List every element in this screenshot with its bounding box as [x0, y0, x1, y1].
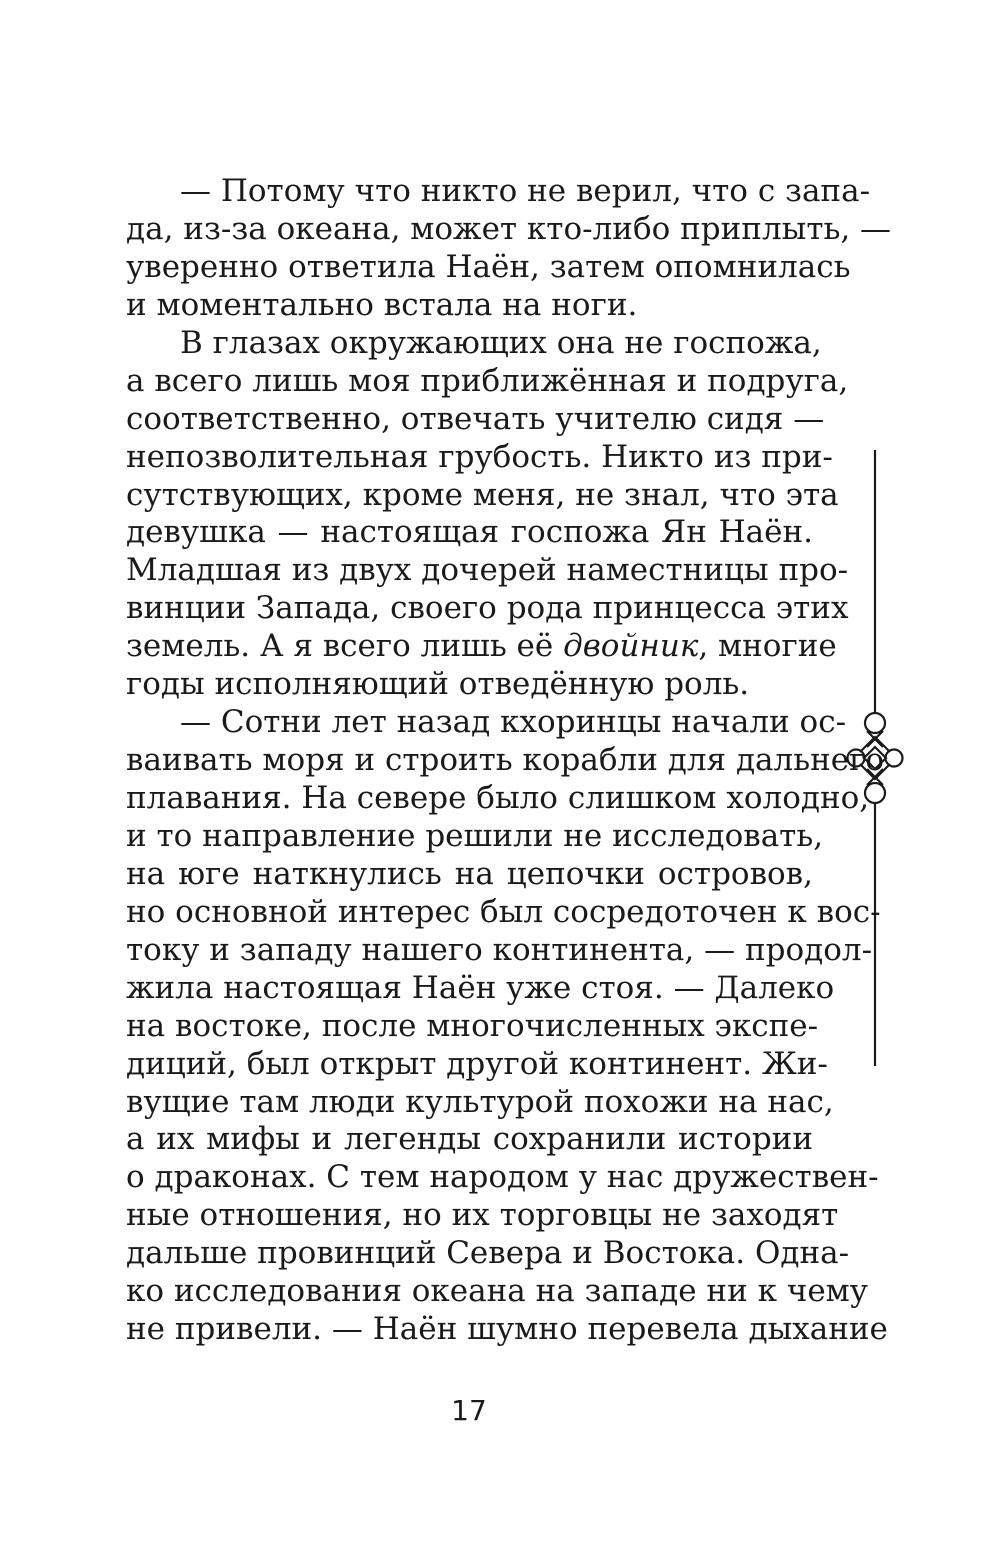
text-line: не привели. — Наён шумно перевела дыхание: [126, 1311, 888, 1348]
text-line: непозволительная грубость. Никто из при-: [126, 438, 833, 475]
page-number: 17: [451, 1394, 487, 1427]
text-line: ные отношения, но их торговцы не заходят: [126, 1197, 839, 1234]
knot-loop-left: [848, 750, 865, 767]
text-line: ко исследования океана на западе ни к чему: [126, 1273, 869, 1310]
knot-loop-bottom: [865, 783, 885, 803]
text-line: о драконах. С тем народом у нас дружествен-: [126, 1159, 879, 1196]
text-line: винции Запада, своего рода принцесса этих: [126, 590, 849, 627]
text-line: В глазах окружающих она не госпожа,: [180, 324, 822, 361]
endless-knot-icon: [846, 450, 904, 1066]
text-line: на юге наткнулись на цепочки островов,: [126, 855, 813, 892]
knot-loop-top: [865, 713, 885, 733]
text-line: годы исполняющий отведённую роль.: [126, 666, 750, 703]
text-line-with-emphasis: [126, 628, 837, 666]
text-line: ваивать моря и строить корабли для дальнего: [126, 742, 885, 779]
knot-center: [864, 747, 886, 769]
book-page-text: [126, 173, 892, 1349]
text-line: а всего лишь моя приближённая и подруга,: [126, 362, 849, 399]
text-line: — Потому что никто не верил, что с запа-: [180, 173, 871, 209]
text-line: и то направление решили не исследовать,: [126, 817, 824, 854]
text-line: да, из-за океана, может кто-либо приплыть, —: [126, 210, 892, 247]
knot-loop-right: [886, 750, 903, 767]
text-line: диций, был открыт другой континент. Жи-: [126, 1045, 828, 1082]
text-line: дальше провинций Севера и Востока. Одна-: [126, 1235, 850, 1272]
text-line: а их мифы и легенды сохранили истории: [126, 1121, 813, 1158]
text-line: но основной интерес был сосредоточен к вос-: [126, 893, 881, 930]
text-line: жила настоящая Наён уже стоя. — Далеко: [126, 969, 835, 1006]
text-line: соответственно, отвечать учителю сидя —: [126, 400, 825, 437]
text-line: на востоке, после многочисленных экспе-: [126, 1007, 819, 1044]
text-line: вущие там люди культурой похожи на нас,: [126, 1083, 834, 1120]
text-line: току и западу нашего континента, — продол-: [126, 931, 873, 968]
text-line: сутствующих, кроме меня, не знал, что эта: [126, 476, 839, 513]
text-segment: земель. А я всего лишь её: [126, 628, 564, 665]
text-line: и моментально встала на ноги.: [126, 286, 638, 323]
text-segment: , многие: [698, 628, 837, 665]
emphasized-word: двойник: [563, 628, 699, 665]
text-line: уверенно ответила Наён, затем опомнилась: [126, 248, 851, 285]
text-line: Младшая из двух дочерей наместницы про-: [126, 552, 849, 589]
text-line: девушка — настоящая госпожа Ян Наён.: [126, 514, 813, 551]
text-line: — Сотни лет назад кхоринцы начали ос-: [180, 704, 847, 741]
text-line: плавания. На севере было слишком холодно,: [126, 780, 870, 816]
